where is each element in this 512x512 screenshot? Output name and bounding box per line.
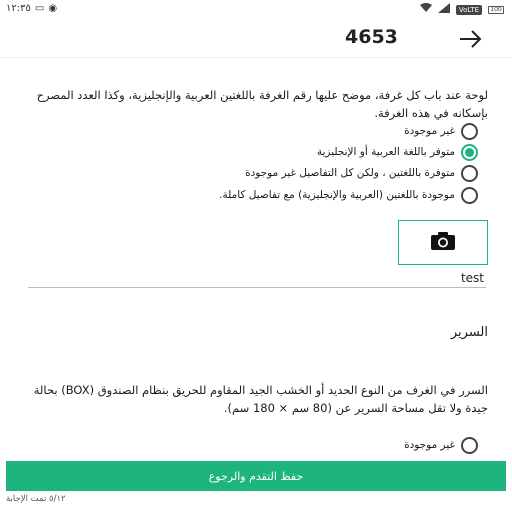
option-not-available[interactable] bbox=[404, 121, 478, 141]
status-time: ١٢:٣٥ bbox=[6, 3, 31, 14]
signal-icon bbox=[438, 3, 450, 16]
camera-icon bbox=[430, 231, 456, 255]
page-number: 4653 bbox=[345, 26, 398, 48]
top-bar bbox=[0, 20, 512, 58]
radio-button[interactable] bbox=[461, 123, 478, 140]
status-left bbox=[6, 3, 57, 14]
volte-badge: VoLTE bbox=[456, 5, 482, 15]
radio-button[interactable] bbox=[461, 437, 478, 454]
question-text: لوحة عند باب كل غرفة، موضح عليها رقم الغرفة باللغتين العربية والإنجليزية، وكذا العدد المصرح بإسكانه في هذه الغرفة. bbox=[36, 88, 488, 120]
question-text: السرر في الغرف من النوع الحديد أو الخشب الجيد المقاوم للحريق بنظام الصندوق (BOX) بحالة جيدة ولا تقل مساحة السرير عن (80 سم × 180 سم). bbox=[33, 383, 488, 415]
radio-button-selected[interactable] bbox=[461, 144, 478, 161]
option-label: متوفر باللغة العربية أو الإنجليزية bbox=[316, 146, 455, 158]
option-not-available[interactable] bbox=[404, 435, 478, 455]
status-right bbox=[420, 3, 504, 16]
back-arrow-icon[interactable] bbox=[458, 29, 482, 49]
status-indicator-icon: ▭ bbox=[34, 3, 45, 14]
option-label: متوفرة باللغتين ، ولكن كل التفاصيل غير موجودة bbox=[245, 167, 455, 179]
status-bar bbox=[0, 0, 512, 20]
option-label: موجودة باللغتين (العربية والإنجليزية) مع تفاصيل كاملة. bbox=[219, 189, 455, 201]
battery-icon: 100 bbox=[488, 6, 504, 14]
option-both-incomplete[interactable] bbox=[245, 163, 478, 183]
radio-button[interactable] bbox=[461, 187, 478, 204]
option-label: غير موجودة bbox=[404, 125, 455, 137]
option-arabic-or-english[interactable] bbox=[317, 142, 478, 162]
option-both-complete[interactable] bbox=[219, 185, 478, 205]
wifi-icon bbox=[420, 3, 432, 16]
add-photo-button[interactable] bbox=[398, 220, 488, 265]
progress-text: ٥/١٢ تمت الإجابة bbox=[6, 494, 66, 504]
section-title: السرير bbox=[450, 325, 488, 340]
radio-button[interactable] bbox=[461, 165, 478, 182]
location-icon: ◉ bbox=[48, 3, 58, 14]
save-and-back-button[interactable]: حفظ التقدم والرجوع bbox=[6, 461, 506, 491]
option-label: غير موجودة bbox=[404, 439, 455, 451]
note-input[interactable] bbox=[28, 268, 486, 288]
